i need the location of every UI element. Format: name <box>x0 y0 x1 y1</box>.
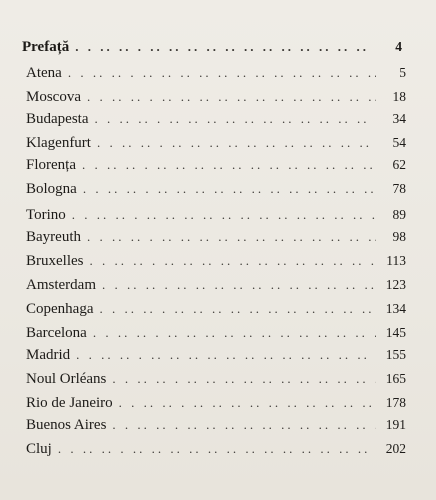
toc-entry-title: Noul Orléans <box>26 371 107 387</box>
dot-leader <box>112 414 376 436</box>
toc-entry <box>26 414 406 436</box>
toc-entry-page: 62 <box>392 157 406 172</box>
toc-entry <box>26 62 406 84</box>
toc-entry-title: Bologna <box>26 181 77 197</box>
dot-leader <box>58 438 376 460</box>
dot-leader <box>102 274 376 296</box>
toc-entry-title: Cluj <box>26 441 52 457</box>
toc-entry-title: Budapesta <box>26 111 89 127</box>
toc-entry <box>26 204 406 226</box>
toc-entry <box>26 250 406 272</box>
toc-entry <box>26 438 406 460</box>
dot-leader <box>93 322 376 344</box>
toc-entry-title: Atena <box>26 65 62 81</box>
dot-leader <box>72 204 376 226</box>
dot-leader <box>112 368 376 390</box>
toc-entry <box>26 368 406 390</box>
toc-entry <box>26 344 406 366</box>
toc-entry <box>26 132 406 154</box>
toc-entry-page: 165 <box>385 371 406 386</box>
toc-entry-page: 178 <box>385 395 406 410</box>
toc-entry <box>26 322 406 344</box>
toc-entry <box>26 154 406 176</box>
toc-entry-title: Torino <box>26 207 66 223</box>
toc-entry-title: Madrid <box>26 347 71 363</box>
dot-leader <box>97 132 376 154</box>
dot-leader <box>87 86 376 108</box>
toc-entry-title: Buenos Aires <box>26 417 107 433</box>
toc-entry <box>26 178 406 200</box>
toc-entry-page: 18 <box>392 89 406 104</box>
toc-entry-page: 155 <box>385 347 406 362</box>
toc-entry-title: Florența <box>26 157 76 173</box>
toc-entry-page: 54 <box>392 135 406 150</box>
toc-entry-page: 202 <box>385 441 406 456</box>
toc-entry <box>26 392 406 414</box>
toc-entry-title: Prefață <box>22 39 70 55</box>
dot-leader <box>75 36 372 58</box>
dot-leader <box>119 392 376 414</box>
toc-entry <box>26 274 406 296</box>
toc-entry-title: Barcelona <box>26 325 87 341</box>
toc-entry-title: Klagenfurt <box>26 135 91 151</box>
dot-leader <box>82 154 376 176</box>
toc-entry-page: 113 <box>386 253 406 268</box>
toc-entry-title: Bruxelles <box>26 253 84 269</box>
toc-entry-page: 191 <box>385 417 406 432</box>
toc-entry-page: 134 <box>385 301 406 316</box>
toc-entry-page: 78 <box>392 181 406 196</box>
dot-leader <box>87 226 376 248</box>
toc-entry <box>26 298 406 320</box>
dot-leader <box>99 298 376 320</box>
toc-entry-page: 98 <box>392 229 406 244</box>
toc-entry-title: Bayreuth <box>26 229 81 245</box>
toc-entry-title: Rio de Janeiro <box>26 395 113 411</box>
toc-entry-page: 89 <box>392 207 406 222</box>
toc-entry <box>26 226 406 248</box>
toc-entry-title: Amsterdam <box>26 277 96 293</box>
toc-entry-page: 145 <box>385 325 406 340</box>
toc-entry-page: 34 <box>392 111 406 126</box>
toc-entry-title: Copenhaga <box>26 301 94 317</box>
toc-entry <box>26 86 406 108</box>
toc-entry <box>22 36 402 58</box>
toc-entry-page: 4 <box>395 39 402 54</box>
toc-entry <box>26 108 406 130</box>
toc-entry-page: 5 <box>399 65 406 80</box>
toc-entry-page: 123 <box>385 277 406 292</box>
dot-leader <box>76 344 376 366</box>
dot-leader <box>90 250 377 272</box>
toc-entry-title: Moscova <box>26 89 81 105</box>
dot-leader <box>83 178 376 200</box>
dot-leader <box>68 62 376 84</box>
dot-leader <box>94 108 376 130</box>
